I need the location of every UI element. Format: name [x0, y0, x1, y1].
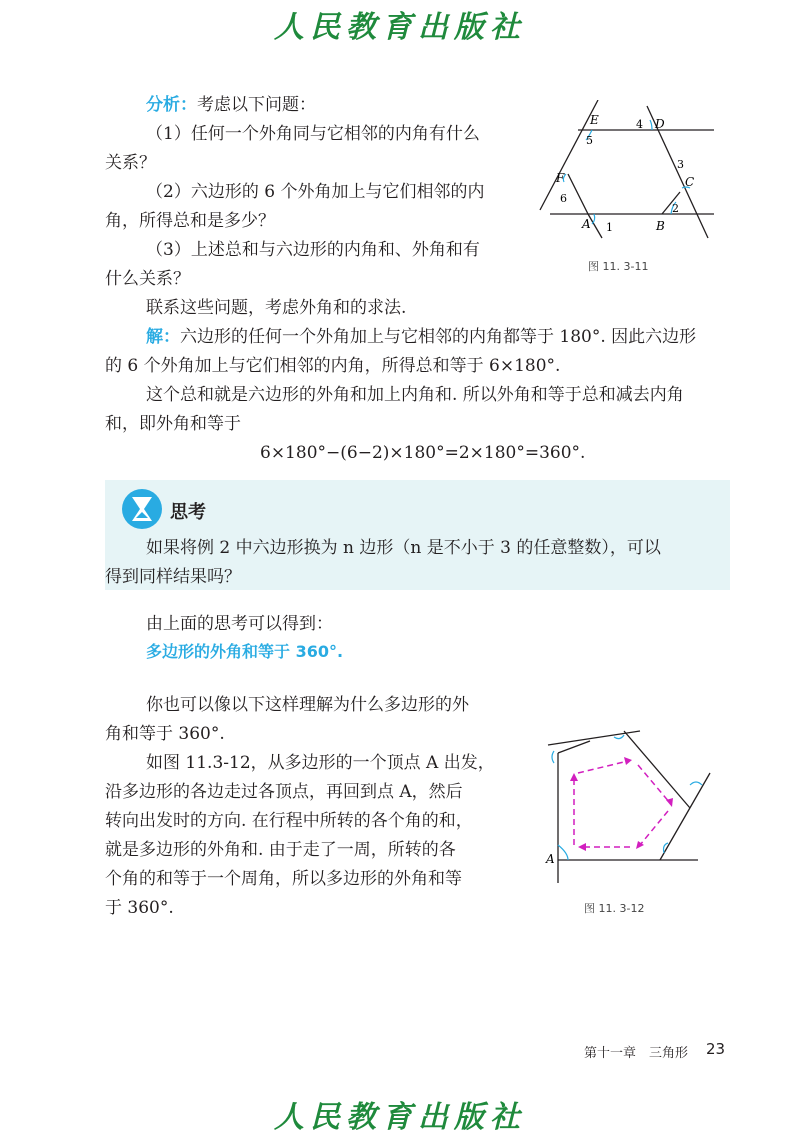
question-1-line-1: （1）任何一个外角同与它相邻的内角有什么 [146, 124, 480, 144]
edge-right-upper [624, 731, 690, 808]
angle-1-label: 1 [606, 221, 613, 234]
explanation-line-5: 转向出发时的方向. 在行程中所转的各个角的和， [105, 811, 473, 831]
question-3-line-1: （3）上述总和与六边形的内角和、外角和有 [146, 240, 480, 260]
publisher-logo-bottom: 人民教育出版社 [274, 1100, 526, 1135]
page-number: 23 [706, 1040, 726, 1058]
angle-6-label: 6 [560, 192, 567, 205]
solution-line-2: 的 6 个外角加上与它们相邻的内角，所得总和等于 6×180°. [105, 356, 561, 376]
hourglass-icon [120, 487, 164, 531]
angle-5-label: 5 [586, 134, 593, 147]
solution-label: 解： [146, 327, 180, 347]
vertex-A: A [582, 217, 591, 231]
explanation-line-7: 个角的和等于一个周角，所以多边形的外角和等 [105, 869, 462, 889]
analysis-text: 考虑以下问题： [197, 95, 316, 115]
question-2-line-2: 角，所得总和是多少？ [105, 211, 275, 231]
vertex-F: F [556, 171, 565, 185]
question-3-line-2: 什么关系？ [105, 269, 190, 289]
path-right-lower [640, 811, 668, 845]
vertex-C: C [685, 175, 695, 189]
vertex-D: D [655, 117, 665, 131]
edge-right-lower [660, 773, 710, 860]
question-1-line-2: 关系？ [105, 153, 156, 173]
hexagon-figure [530, 100, 730, 250]
angle-4-label: 4 [636, 118, 643, 131]
figure-11-3-11-caption: 图 11. 3-11 [588, 260, 649, 273]
solution-line-1 [146, 324, 696, 350]
explanation-line-3: 如图 11.3-12，从多边形的一个顶点 A 出发， [146, 753, 495, 773]
publisher-logo: 人民教育出版社 [274, 10, 526, 45]
solution-line-3: 这个总和就是六边形的外角和加上内角和. 所以外角和等于总和减去内角 [146, 385, 684, 405]
vertex-A-label: A [546, 852, 555, 866]
angle-3-label: 3 [677, 158, 684, 171]
conclusion-statement: 多边形的外角和等于 360°. [146, 642, 344, 661]
explanation-line-8: 于 360°. [105, 898, 174, 918]
explanation-line-4: 沿多边形的各边走过各顶点，再回到点 A，然后 [105, 782, 463, 802]
explanation-line-6: 就是多边形的外角和. 由于走了一周，所转的各 [105, 840, 456, 860]
figure-11-3-12-caption: 图 11. 3-12 [584, 902, 645, 915]
line-FA [568, 174, 588, 214]
solution-text-1: 六边形的任何一个外角加上与它相邻的内角都等于 180°. 因此六边形 [180, 327, 697, 347]
path-top [578, 761, 628, 773]
analysis-label: 分析： [146, 95, 197, 115]
think-title: 思考 [170, 502, 206, 523]
solution-line-4: 和，即外角和等于 [105, 414, 241, 434]
vertex-E: E [590, 113, 599, 127]
analysis-link: 联系这些问题，考虑外角和的求法. [146, 298, 407, 318]
analysis-intro [146, 92, 316, 118]
explanation-line-2: 角和等于 360°. [105, 724, 225, 744]
explanation-line-1: 你也可以像以下这样理解为什么多边形的外 [146, 695, 469, 715]
vertex-B: B [656, 219, 665, 233]
path-right-upper [638, 765, 670, 803]
pentagon-figure [530, 715, 730, 890]
edge-top-left [548, 731, 640, 745]
angle-2-label: 2 [672, 202, 679, 215]
chapter-title: 第十一章 三角形 [584, 1046, 689, 1061]
conclusion-intro: 由上面的思考可以得到： [146, 614, 333, 634]
question-2-line-1: （2）六边形的 6 个外角加上与它们相邻的内 [146, 182, 485, 202]
think-line-1: 如果将例 2 中六边形换为 n 边形（n 是不小于 3 的任意整数），可以 [146, 538, 661, 558]
think-line-2: 得到同样结果吗？ [105, 567, 241, 587]
solution-formula: 6×180°−(6−2)×180°=2×180°=360°. [260, 443, 586, 463]
